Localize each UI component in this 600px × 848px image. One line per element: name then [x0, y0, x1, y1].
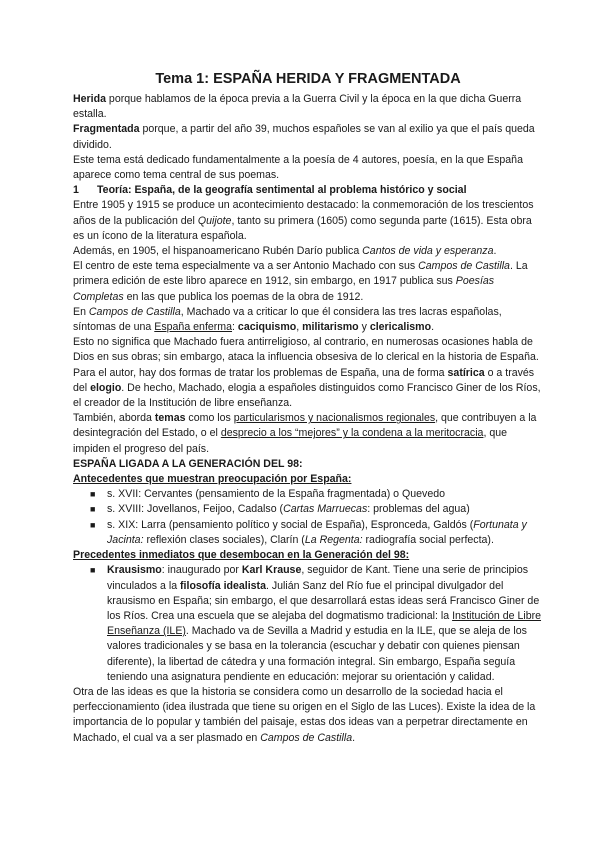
- text: En: [73, 305, 89, 318]
- paragraph-temas: [73, 411, 543, 457]
- paragraph-formas: [73, 366, 543, 412]
- text: s. XIX: Larra (pensamiento político y social de España), Espronceda, Galdós (: [107, 518, 474, 531]
- bold-term: temas: [154, 412, 186, 425]
- text: .: [352, 731, 356, 744]
- italic-title: Campos de Castilla: [418, 260, 510, 273]
- paragraph-quijote: [73, 198, 543, 244]
- underlined-text: Institución de Libre Enseñanza (ILE): [107, 609, 542, 638]
- precedentes-list: [73, 563, 543, 685]
- paragraph-historia: [73, 685, 543, 746]
- page-title: Tema 1: ESPAÑA HERIDA Y FRAGMENTADA: [155, 71, 461, 87]
- document-page: [73, 70, 543, 746]
- text: porque hablamos de la época previa a la Guerra Civil y la época en la que dicha Guerra estalla.: [73, 93, 522, 121]
- text: . Julián Sanz del Río fue el principal divulgador del krausismo en España; sin embargo, el que desarrollará estas ideas será Francisco Giner de los Ríos. Crea una escuela que se alejaba del dogmatismo tradicional: la: [107, 579, 540, 622]
- list-item: [73, 487, 543, 502]
- text: : problemas del agua): [367, 503, 470, 516]
- bold-term: caciquismo: [237, 321, 297, 334]
- paragraph-lacras: [73, 305, 543, 335]
- paragraph-intro: Este tema está dedicado fundamentalmente a la poesía de 4 autores, poesía, en la que España aparece como tema central de sus poemas.: [73, 153, 523, 182]
- italic-title: La Regenta:: [304, 533, 363, 546]
- text: porque, a partir del año 39, muchos españoles se van al exilio ya que el país queda dividido.: [73, 123, 535, 151]
- text: . Machado va de Sevilla a Madrid y estudia en la ILE, que se aleja de los valores tradicionales y se basa en la tolerancia (escuchar y debatir con quienes piensan diferente), la libertad de cátedra y una formación integral. Sin embargo, España seguía teniendo una asignatura pendiente en educación: mejorar su orientación y calidad.: [107, 625, 527, 683]
- text: , Machado va a criticar lo que él considera las tres lacras españolas, síntomas de una: [73, 305, 502, 334]
- italic-title: Quijote: [197, 214, 232, 227]
- text: .: [493, 245, 497, 258]
- bold-term: Fragmentada: [73, 123, 140, 136]
- text: Otra de las ideas es que la historia se considera como un desarrollo de la sociedad hacia el perfeccionamiento (idea ilustrada que tiene su origen en el Siglo de las Luces). Existe la idea de la importancia de lo popular y también del paisaje, estas dos ideas van a perpetrar directamente en Machado, el cual va a ser plasmado en: [73, 685, 536, 744]
- italic-title: Fortunata y Jacinta:: [107, 518, 527, 546]
- list-item: [73, 502, 543, 517]
- text: , seguidor de Kant. Tiene una serie de principios vinculados a la: [107, 564, 529, 592]
- list-item: [73, 518, 543, 548]
- paragraph-herida: [73, 92, 543, 122]
- bold-term: militarismo: [302, 321, 359, 334]
- bullet-icon: ■: [90, 519, 96, 530]
- italic-title: Poesías Completas: [73, 275, 495, 303]
- section-number: 1: [73, 184, 79, 197]
- underlined-text: España enferma: [154, 321, 233, 334]
- underlined-text: desprecio a los “mejores” y la condena a la meritocracia: [220, 427, 484, 440]
- text: , que impiden el progreso del país.: [73, 427, 507, 455]
- bold-term: Karl Krause: [241, 564, 302, 577]
- text: . La primera edición de este libro aparece en 1912, sin embargo, en 1917 publica sus: [73, 260, 528, 288]
- text: Para el autor, hay dos formas de tratar los problemas de España, una de forma: [73, 366, 448, 379]
- bold-term: elogio: [90, 381, 122, 394]
- text: :: [232, 321, 238, 334]
- text: , que contribuyen a la desintegración del Estado, o el: [73, 412, 537, 440]
- italic-title: Campos de Castilla: [260, 731, 353, 744]
- italic-title: Campos de Castilla: [88, 305, 181, 318]
- bold-term: satírica: [447, 366, 485, 379]
- text: También, aborda: [73, 412, 155, 425]
- text: .: [431, 321, 435, 334]
- bold-term: filosofía idealista: [180, 579, 266, 592]
- text: y: [358, 321, 370, 334]
- underlined-text: particularismos y nacionalismos regionales: [233, 412, 436, 425]
- antecedentes-list: [73, 487, 543, 548]
- paragraph-religion: Esto no significa que Machado fuera antirreligioso, al contrario, en numerosas ocasiones habla de Dios en sus obras; sin embargo, ataca la influencia obsesiva de lo clerical en la historia de España.: [73, 336, 539, 364]
- text: en las que publica los poemas de la obra de 1912.: [123, 290, 364, 303]
- bullet-icon: ■: [90, 504, 96, 515]
- italic-title: Cartas Marruecas: [283, 503, 368, 516]
- subheading-precedentes: Precedentes inmediatos que desembocan en la Generación del 98:: [73, 549, 410, 562]
- bold-term: Herida: [73, 93, 106, 105]
- text: Entre 1905 y 1915 se produce un acontecimiento destacado: la conmemoración de los trescientos años de la publicación del: [73, 199, 534, 227]
- text: El centro de este tema especialmente va a ser Antonio Machado con sus: [73, 260, 419, 273]
- text: s. XVII: Cervantes (pensamiento de la España fragmentada) o Quevedo: [107, 488, 446, 501]
- bold-term: clericalismo: [369, 321, 432, 334]
- text: : inaugurado por: [161, 564, 242, 577]
- text: ,: [296, 321, 303, 334]
- text: como los: [185, 412, 234, 425]
- paragraph-fragmentada: [73, 122, 543, 152]
- text: , tanto su primera (1605) como segunda parte (1615). Esta obra es un ícono de la literatura española.: [73, 214, 532, 242]
- text: . De hecho, Machado, elogia a españoles distinguidos como Francisco Giner de los Ríos, el creador de la Institución de libre enseñanza.: [73, 381, 541, 410]
- bullet-icon: ■: [90, 565, 96, 576]
- section-heading-98: ESPAÑA LIGADA A LA GENERACIÓN DEL 98:: [73, 457, 303, 470]
- bullet-icon: ■: [90, 489, 96, 500]
- list-item: [73, 563, 543, 685]
- section-heading-1: [73, 183, 543, 198]
- text: Además, en 1905, el hispanoamericano Rubén Darío publica: [73, 245, 363, 258]
- text: o a través del: [73, 366, 535, 394]
- paragraph-machado: [73, 259, 543, 305]
- italic-title: Cantos de vida y esperanza: [362, 245, 494, 258]
- text: s. XVIII: Jovellanos, Feijoo, Cadalso (: [107, 503, 284, 516]
- text: reflexión clases sociales), Clarín (: [143, 533, 305, 546]
- subheading-antecedentes: Antecedentes que muestran preocupación por España:: [73, 473, 352, 486]
- bold-term: Krausismo: [107, 564, 162, 577]
- section-heading-text: Teoría: España, de la geografía sentimental al problema histórico y social: [97, 184, 467, 197]
- paragraph-dario: [73, 244, 543, 259]
- text: radiografía social perfecta).: [362, 533, 494, 546]
